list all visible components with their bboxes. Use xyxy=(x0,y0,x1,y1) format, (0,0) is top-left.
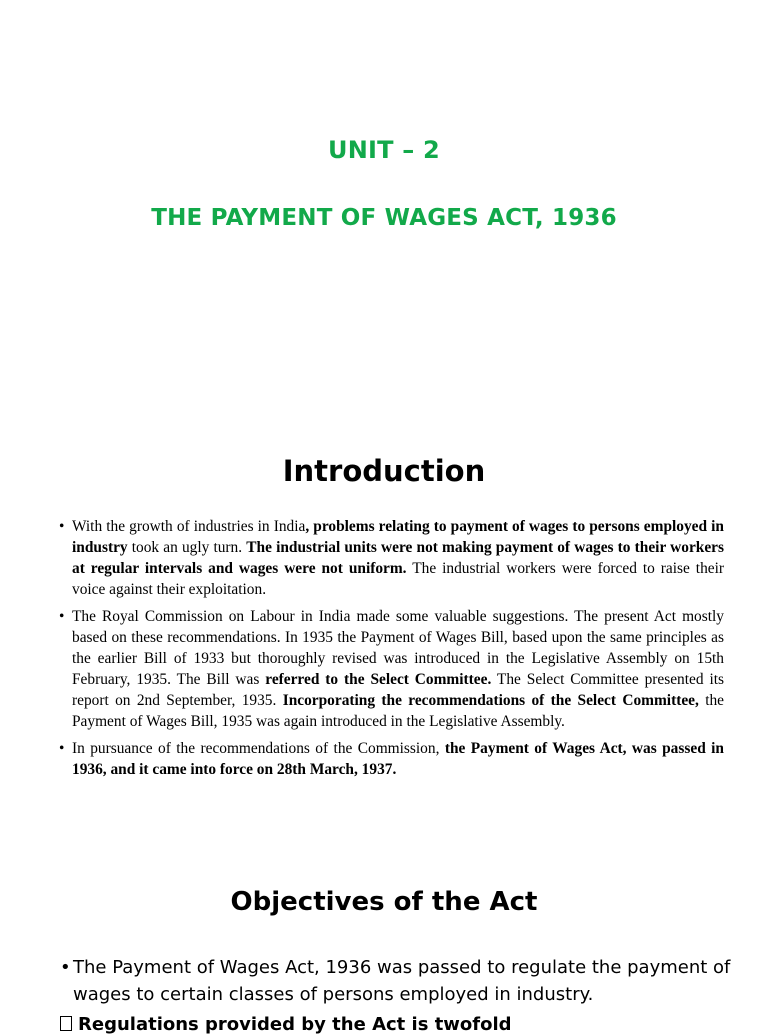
objective-text: The Payment of Wages Act, 1936 was passed to regulate the payment of wages to certain classes of persons employed in industry. xyxy=(73,957,731,1005)
objectives-heading: Objectives of the Act xyxy=(230,887,538,917)
bullet-icon: • xyxy=(59,608,65,625)
objectives-list xyxy=(60,954,740,1008)
text-span: the Payment of Wages Bill, 1935 was again introduced in the Legislative Assembly. xyxy=(72,692,725,730)
text-span: The industrial workers were forced to raise their voice against their exploitation. xyxy=(72,560,725,598)
intro-paragraph-3 xyxy=(58,738,724,780)
bold-span: Incorporating the recommendations of the Select Committee, xyxy=(282,692,699,709)
objective-item-partial xyxy=(60,1014,760,1034)
text-span: In pursuance of the recommendations of the Commission, xyxy=(72,740,445,757)
text-span: took an ugly turn. xyxy=(127,539,247,556)
text-span: With the growth of industries in India xyxy=(72,518,306,535)
intro-paragraph-2 xyxy=(58,606,724,732)
introduction-list xyxy=(58,516,724,786)
text-span: The Royal Commission on Labour in India made some valuable suggestions. The present Act mostly based on these recommendations. In 1935 the Payment of Wages Bill, based upon the same principles as the earlier Bill of 1933 but thoroughly revised was introduced in the Legislative Assembly on 15th February, 1935. The Bill was xyxy=(72,608,724,688)
objective-text: Regulations provided by the Act is twofold xyxy=(78,1014,512,1034)
bullet-icon: • xyxy=(59,518,65,535)
introduction-heading: Introduction xyxy=(282,454,486,488)
objective-item xyxy=(60,954,740,1008)
bullet-icon: • xyxy=(59,740,65,757)
unit-heading: UNIT – 2 xyxy=(328,136,440,164)
bullet-icon: • xyxy=(60,957,71,978)
act-title: THE PAYMENT OF WAGES ACT, 1936 xyxy=(151,205,617,231)
bold-span: The industrial units were not making payment of wages to their workers at regular intervals and wages were not uniform. xyxy=(72,539,724,577)
intro-paragraph-1 xyxy=(58,516,724,600)
bold-span: referred to the Select Committee. xyxy=(265,671,492,688)
bold-span: the Payment of Wages Act, was passed in 1936, and it came into force on 28th March, 1937. xyxy=(72,740,724,778)
text-span: The Select Committee presented its report on 2nd September, 1935. xyxy=(72,671,724,709)
bold-span: , problems relating to payment of wages to persons employed in industry xyxy=(72,518,724,556)
